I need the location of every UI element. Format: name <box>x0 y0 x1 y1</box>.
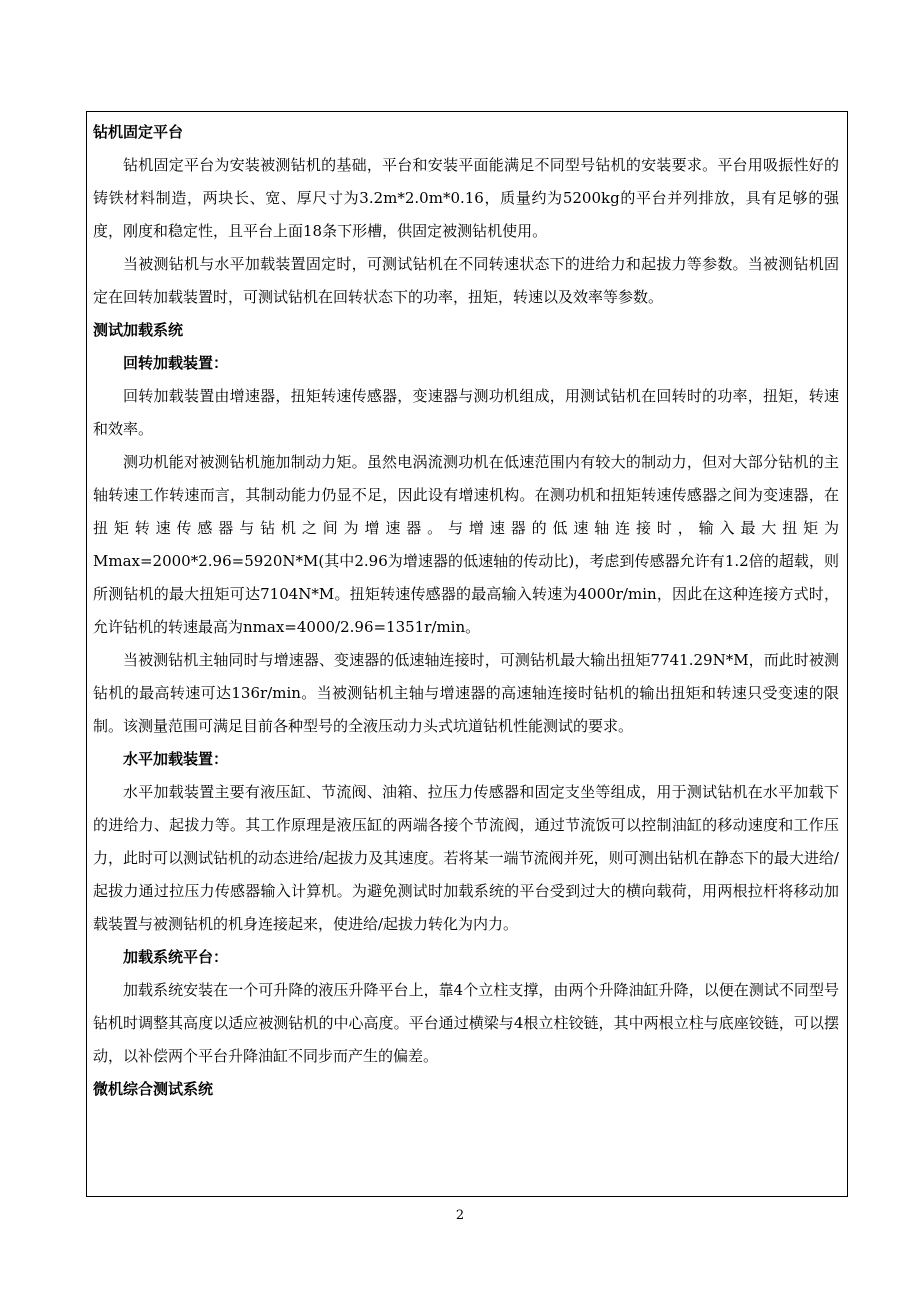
content-table-cell <box>86 111 848 1197</box>
section-heading-fixed-platform: 钻机固定平台 <box>93 123 184 141</box>
paragraph: 回转加载装置由增速器，扭矩转速传感器，变速器与测功机组成，用测试钻机在回转时的功率，扭矩，转速和效率。 <box>93 387 839 438</box>
page-number: 2 <box>455 1208 465 1223</box>
paragraph: 当被测钻机与水平加载装置固定时，可测试钻机在不同转速状态下的进给力和起拔力等参数。当被测钻机固定在回转加载装置时，可测试钻机在回转状态下的功率，扭矩，转速以及效率等参数。 <box>93 255 839 306</box>
subheading-horizontal-loading: 水平加载装置： <box>123 750 229 768</box>
section-heading-test-loading-system: 测试加载系统 <box>93 321 184 339</box>
paragraph: 测功机能对被测钻机施加制动力矩。虽然电涡流测功机在低速范围内有较大的制动力，但对大部分钻机的主轴转速工作转速而言，其制动能力仍显不足，因此设有增速机构。在测功机和扭矩转速传感器之间为变速器，在扭矩转速传感器与钻机之间为增速器。与增速器的低速轴连接时，输入最大扭矩为Mmax=2000*2.96=5920N*M(其中2.96为增速器的低速轴的传动比)，考虑到传感器允许有1.2倍的超载，则所测钻机的最大扭矩可达7104N*M。扭矩转速传感器的最高输入转速为4000r/min，因此在这种连接方式时，允许钻机的转速最高为nmax=4000/2.96=1351r/min。 <box>93 453 839 636</box>
subheading-rotary-loading: 回转加载装置： <box>123 354 229 372</box>
paragraph: 水平加载装置主要有液压缸、节流阀、油箱、拉压力传感器和固定支坐等组成，用于测试钻机在水平加载下的进给力、起拔力等。其工作原理是液压缸的两端各接个节流阀，通过节流饭可以控制油缸的移动速度和工作压力，此时可以测试钻机的动态进给/起拔力及其速度。若将某一端节流阀并死，则可测出钻机在静态下的最大进给/起拔力通过拉压力传感器输入计算机。为避免测试时加载系统的平台受到过大的横向载荷，用两根拉杆将移动加载装置与被测钻机的机身连接起来，使进给/起拔力转化为内力。 <box>93 783 839 933</box>
paragraph: 钻机固定平台为安装被测钻机的基础，平台和安装平面能满足不同型号钻机的安装要求。平台用吸振性好的铸铁材料制造，两块长、宽、厚尺寸为3.2m*2.0m*0.16，质量约为5200kg的平台并列排放，具有足够的强度，刚度和稳定性，且平台上面18条下形槽，供固定被测钻机使用。 <box>93 156 839 240</box>
subheading-loading-platform: 加载系统平台： <box>123 948 229 966</box>
section-heading-microcomputer-system: 微机综合测试系统 <box>93 1080 214 1098</box>
paragraph: 加载系统安装在一个可升降的液压升降平台上，靠4个立柱支撑，由两个升降油缸升降，以便在测试不同型号钻机时调整其高度以适应被测钻机的中心高度。平台通过横梁与4根立柱铰链，其中两根立柱与底座铰链，可以摆动，以补偿两个平台升降油缸不同步而产生的偏差。 <box>93 981 839 1065</box>
cell-content <box>93 116 839 1106</box>
paragraph: 当被测钻机主轴同时与增速器、变速器的低速轴连接时，可测钻机最大输出扭矩7741.29N*M，而此时被测钻机的最高转速可达136r/min。当被测钻机主轴与增速器的高速轴连接时钻机的输出扭矩和转速只受变速的限制。该测量范围可满足目前各种型号的全液压动力头式坑道钻机性能测试的要求。 <box>93 651 839 735</box>
